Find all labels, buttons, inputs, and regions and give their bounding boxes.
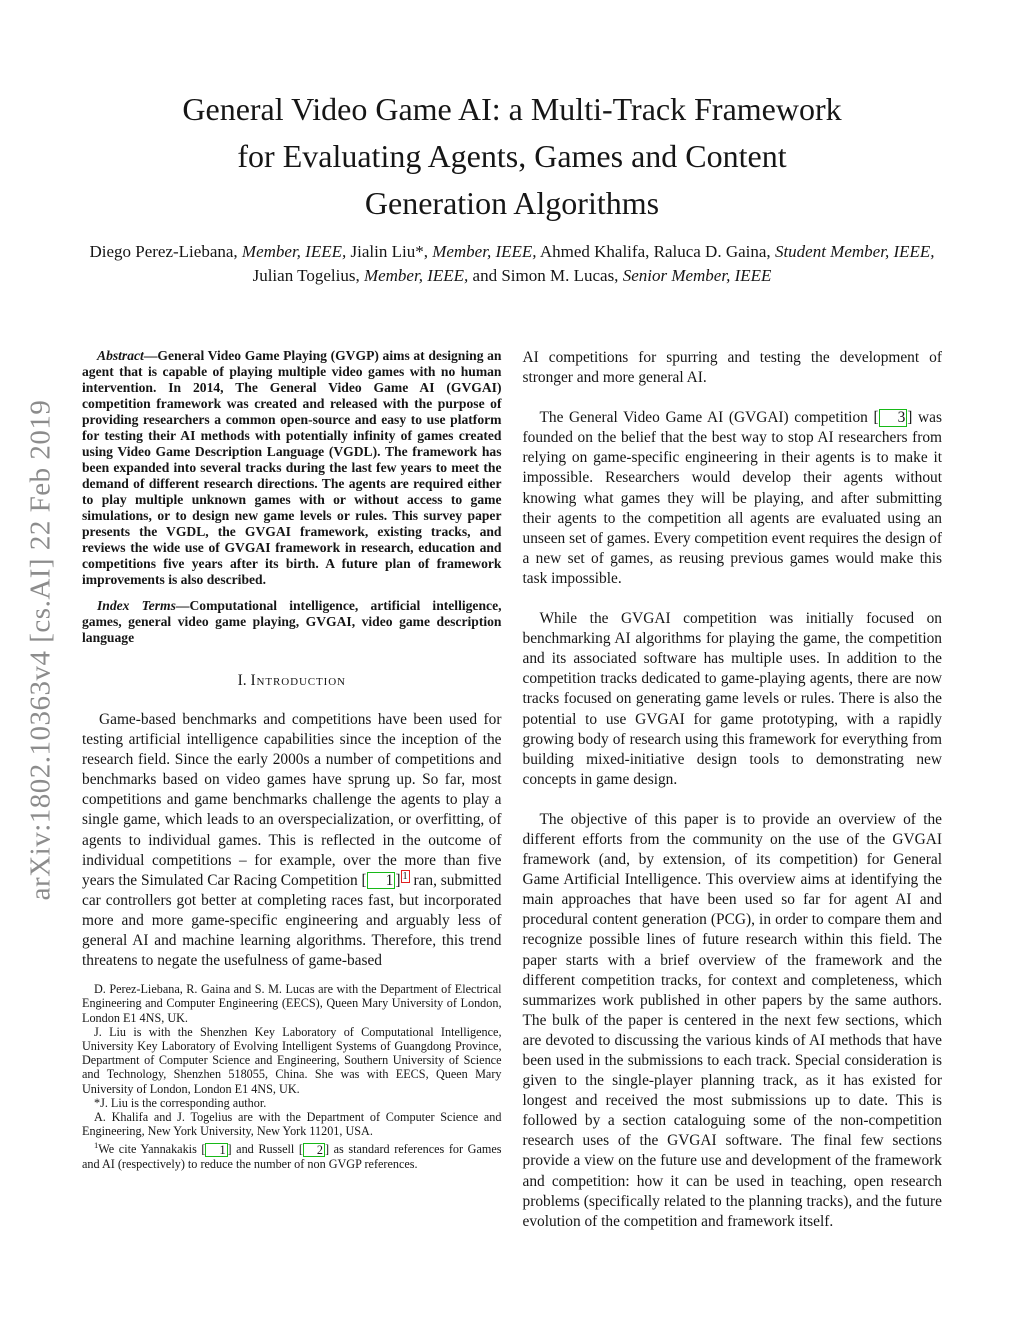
- text-segment: We cite Yannakakis [: [98, 1142, 206, 1157]
- footnote-affiliation-2: [82, 1025, 502, 1096]
- index-terms-label: Index Terms: [97, 598, 176, 613]
- footnote-citation-note: [82, 1138, 502, 1170]
- text-segment: The General Video Game AI (GVGAI) competition [: [539, 409, 879, 427]
- text-segment: J. Liu is with the Shenzhen Key Laboratory of Computational Intelligence, University Key Laboratory of Evolving Intelligent Systems of Guangdong Province, Department of Computer Science and Engineering, Southern University of Science and Technology, Shenzhen 518055, China. She was with EECS, Queen Mary University of London, London E1 4NS, UK.: [82, 1024, 502, 1096]
- intro-paragraph-4: [523, 810, 943, 1232]
- intro-paragraph-2: [523, 408, 943, 589]
- text-segment: A. Khalifa and J. Togelius are with the Department of Computer Science and Engineering, New York University, New York 11201, USA.: [82, 1110, 502, 1139]
- intro-paragraph-1: [82, 710, 502, 971]
- left-column: [82, 348, 502, 1232]
- index-terms: [82, 598, 502, 646]
- paper-title-line-2: for Evaluating Agents, Games and Content: [237, 138, 787, 174]
- paper-title-line-1: General Video Game AI: a Multi-Track Framework: [182, 91, 842, 127]
- paper-title-line-3: Generation Algorithms: [364, 185, 660, 221]
- text-segment: Julian Togelius,: [252, 266, 364, 285]
- text-segment: AI competitions for spurring and testing the development of stronger and more general AI.: [522, 349, 942, 387]
- footnote-link[interactable]: 1: [402, 870, 408, 882]
- footnote-marker: 1: [94, 1140, 99, 1151]
- text-segment: ]: [395, 871, 401, 889]
- text-segment: Ahmed Khalifa, Raluca D. Gaina,: [536, 242, 775, 261]
- text-segment: ] and Russell [: [227, 1142, 303, 1157]
- footnote-corresponding-author: [82, 1096, 502, 1110]
- author-list: [87, 240, 937, 288]
- italic-text: Senior Member, IEEE: [622, 266, 772, 285]
- text-segment: Diego Perez-Liebana,: [89, 242, 242, 261]
- abstract-text: General Video Game Playing (GVGP) aims at designing an agent that is capable of playing multiple video games with no human intervention. In 2014, The General Video Game AI (GVGAI) competition framework was created and released with the purpose of providing researchers a common open-source and easy to use platform for testing their AI methods with potentially infinity of games created using Video Game Description Language (VGDL). The framework has been expanded into several tracks during the last few years to meet the demand of different research directions. The agents are required either to play multiple unknown games with or without access to game simulations, or to design new game levels or rules. This survey paper presents the VGDL, the GVGAI framework, existing tracks, and reviews the wide use of GVGAI framework in research, education and competitions five years after its birth. A future plan of framework improvements is also described.: [82, 348, 502, 587]
- text-segment: ] was founded on the belief that the best way to stop AI researchers from relying on game-specific engineering in their agents is to make it impossible. Researchers would develop their agents without knowing what games they will be playing, and after submitting their agents to the competition all agents are evaluated using an unseen set of games. Every competition event requires the design of a new set of games, as reusing previous games would make this task impossible.: [522, 409, 942, 587]
- title-block: [0, 0, 1024, 288]
- citation-link[interactable]: 3: [879, 409, 908, 426]
- footnote-block: [82, 982, 502, 1171]
- text-segment: *J. Liu is the corresponding author.: [94, 1095, 267, 1110]
- right-column: [523, 348, 943, 1232]
- text-segment: D. Perez-Liebana, R. Gaina and S. M. Lucas are with the Department of Electrical Engineering and Computer Engineering (EECS), Queen Mary University of London, London E1 4NS, UK.: [82, 982, 502, 1025]
- two-column-body: [0, 348, 1024, 1232]
- text-segment: ] as standard references for Games and AI (respectively) to reduce the number of non GVGP references.: [82, 1142, 502, 1171]
- footnote-affiliation-3: [82, 1110, 502, 1138]
- citation-link[interactable]: 1: [205, 1143, 227, 1157]
- italic-text: Member, IEEE,: [432, 242, 537, 261]
- intro-paragraph-1-continued: [523, 348, 943, 388]
- section-name: Introduction: [250, 672, 346, 689]
- section-number: I.: [237, 672, 247, 689]
- arxiv-watermark: arXiv:1802.10363v4 [cs.AI] 22 Feb 2019: [24, 399, 57, 901]
- text-segment: Jialin Liu*,: [346, 242, 433, 261]
- abstract-dash: —: [143, 348, 158, 363]
- text-segment: The objective of this paper is to provide an overview of the different efforts from the community on the use of the GVGAI framework (and, by extension, of its competition) for General Game Artificial Intelligence. This overview aims at identifying the main approaches that have been used so far for agent AI and procedural content generation (PCG), in order to compare them and recognize possible lines of future research within this field. The paper starts with a brief overview of the framework and the different competition tracks, for context and completeness, which summarizes work published in other papers by the same authors. The bulk of the paper is centered in the next few sections, which are devoted to discussing the various kinds of AI methods that have been used in the submissions to each track. Special consideration is given to the single-player planning track, as it has existed for longest and received the most submissions up to date. This is followed by a section cataloguing some of the non-competition research uses of the GVGAI software. The final few sections provide a view on the future use and development of the framework and competition: how it can be used in teaching, open research problems (specifically related to the planning tracks), and the future evolution of the competition and framework itself.: [522, 810, 942, 1230]
- italic-text: Member, IEEE,: [241, 242, 347, 261]
- section-heading-introduction: [82, 672, 502, 690]
- index-terms-dash: —: [175, 598, 190, 613]
- text-segment: ran, submitted car controllers got better at completing races fast, but incorporated more and more game-specific engineering and arguably less of general AI and machine learning algorithms. Therefore, this trend threatens to negate the usefulness of game-based: [82, 871, 502, 970]
- text-segment: While the GVGAI competition was initially focused on benchmarking AI algorithms for playing the game, the competition and its associated software has multiple uses. In addition to the competition tracks dedicated to game-playing agents, there are now tracks focused on generating game levels or rules. There is also the potential to use GVGAI for game prototyping, with a rapidly growing body of research using this framework for everything from building mixed-initiative design tools to demonstrating new concepts in game design.: [522, 610, 942, 788]
- text-segment: and Simon M. Lucas,: [468, 266, 623, 285]
- italic-text: Member, IEEE,: [363, 266, 469, 285]
- citation-link[interactable]: 1: [367, 872, 396, 889]
- text-segment: Game-based benchmarks and competitions have been used for testing artificial intelligence capabilities since the inception of the research field. Since the early 2000s a number of competitions and benchmarks based on video games have sprung up. So far, most competitions and game benchmarks challenge the agents to play a single game, which leads to an overspecialization, or overfitting, of agents to individual games. This is reflected in the outcome of individual competitions – for example, over the more than five years the Simulated Car Racing Competition [: [82, 711, 502, 889]
- paper-title: [0, 86, 1024, 227]
- abstract: [82, 348, 502, 588]
- abstract-label: Abstract: [97, 348, 144, 363]
- citation-link[interactable]: 2: [303, 1143, 325, 1157]
- italic-text: Student Member, IEEE,: [774, 242, 935, 261]
- index-terms-text: Computational intelligence, artificial intelligence, games, general video game playing, GVGAI, video game description language: [82, 598, 502, 645]
- intro-paragraph-3: [523, 609, 943, 790]
- footnote-affiliation-1: [82, 982, 502, 1025]
